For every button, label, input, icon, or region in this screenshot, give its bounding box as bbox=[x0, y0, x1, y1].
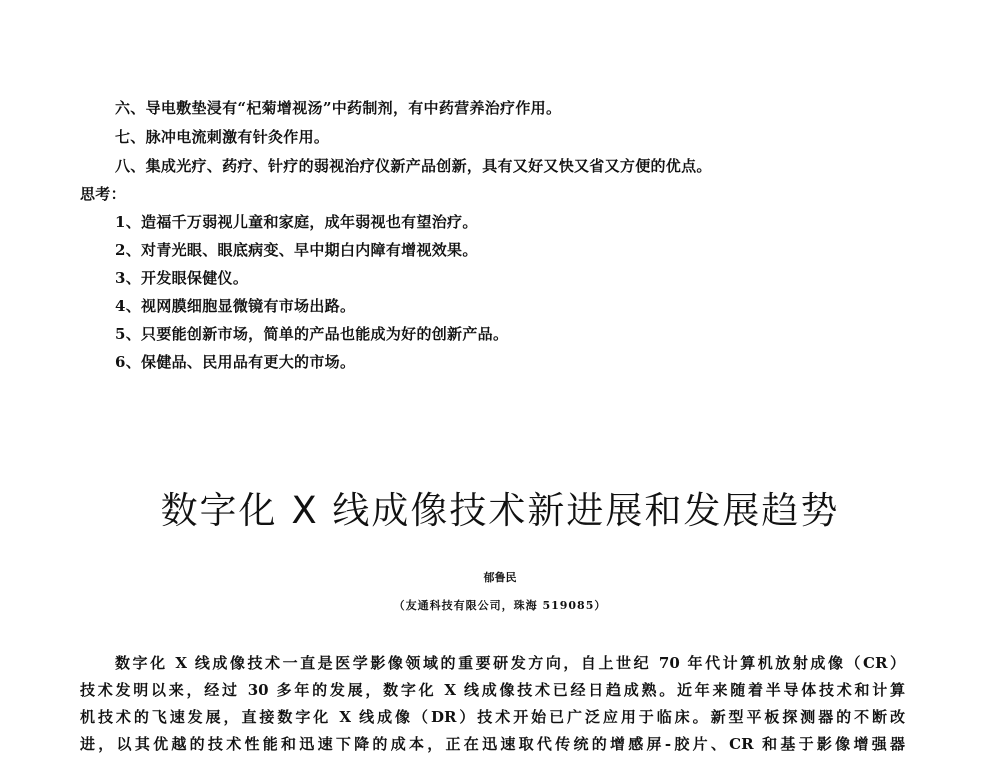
thinking-item: 4、视网膜细胞显微镜有市场出路。 bbox=[115, 297, 356, 315]
thinking-item: 2、对青光眼、眼底病变、早中期白内障有增视效果。 bbox=[115, 241, 478, 259]
body-line: 技术发明以来，经过 30 多年的发展，数字化 X 线成像技术已经日趋成熟。近年来随着半导体技术和计算 bbox=[80, 681, 905, 699]
article-title: 数字化 X 线成像技术新进展和发展趋势 bbox=[160, 489, 840, 532]
article-author: 郁鲁民 bbox=[483, 571, 517, 584]
body-line: 进，以其优越的技术性能和迅速下降的成本，正在迅速取代传统的增感屏-胶片、CR 和基于影像增强器 bbox=[80, 735, 905, 753]
body-line: 数字化 X 线成像技术一直是医学影像领域的重要研发方向，自上世纪 70 年代计算机放射成像（CR） bbox=[115, 654, 905, 672]
article-affiliation: （友通科技有限公司，珠海 519085） bbox=[393, 599, 607, 612]
list-item-6: 六、导电敷垫浸有“杞菊增视汤”中药制剂，有中药营养治疗作用。 bbox=[115, 99, 562, 117]
thinking-heading: 思考： bbox=[80, 185, 126, 203]
list-item-8: 八、集成光疗、药疗、针疗的弱视治疗仪新产品创新，具有又好又快又省又方便的优点。 bbox=[115, 157, 712, 175]
list-item-7: 七、脉冲电流刺激有针灸作用。 bbox=[115, 128, 330, 146]
thinking-item: 1、造福千万弱视儿童和家庭，成年弱视也有望治疗。 bbox=[115, 213, 478, 231]
body-line: 机技术的飞速发展，直接数字化 X 线成像（DR）技术开始已广泛应用于临床。新型平板探测器的不断改 bbox=[80, 708, 905, 726]
thinking-item: 5、只要能创新市场，简单的产品也能成为好的创新产品。 bbox=[115, 325, 509, 343]
thinking-item: 3、开发眼保健仪。 bbox=[115, 269, 249, 287]
thinking-item: 6、保健品、民用品有更大的市场。 bbox=[115, 353, 356, 371]
